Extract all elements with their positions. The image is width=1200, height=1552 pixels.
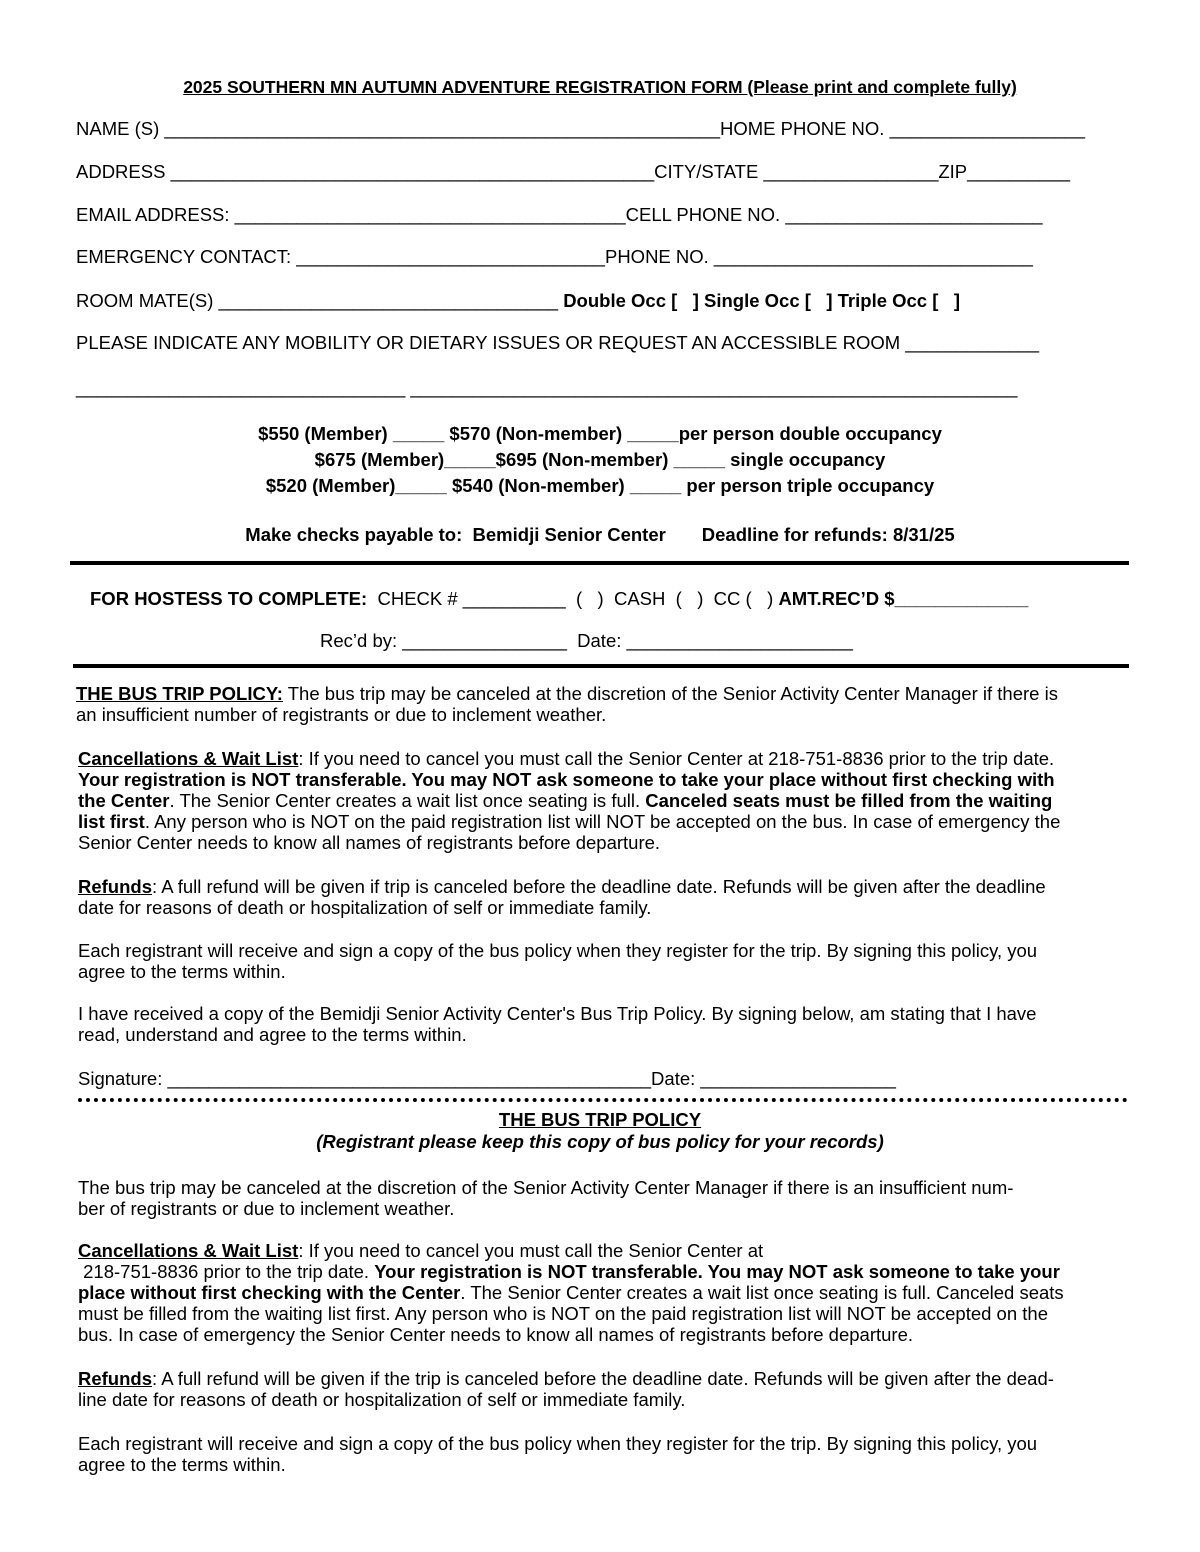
- policy2-heading: THE BUS TRIP POLICY: [498, 1109, 702, 1130]
- cut-line: [78, 1098, 1128, 1102]
- amount-received-field[interactable]: AMT.REC’D $_____________: [778, 588, 1029, 609]
- price-single: $675 (Member)_____$695 (Non-member) _____ single occupancy: [314, 449, 886, 470]
- policy1-heading: THE BUS TRIP POLICY:: [76, 683, 283, 704]
- mobility-extra-line[interactable]: ________________________________ ___________________________________________________________: [76, 377, 1018, 398]
- policy2-cancel-heading: Cancellations & Wait List: [78, 1240, 299, 1261]
- payment-options[interactable]: CHECK # __________ ( ) CASH ( ) CC ( ): [367, 588, 779, 609]
- roommate-row: [76, 290, 960, 312]
- price-triple: $520 (Member)_____ $540 (Non-member) _____ per person triple occupancy: [265, 475, 935, 496]
- policy1-cancellations: Cancellations & Wait List: If you need to cancel you must call the Senior Center at 218-751-8836 prior to the trip date. Your registration is NOT transferable. You may NOT ask someone to take your place without first checking with the Center. The Senior Center creates a wait list once seating is full. Canceled seats must be filled from the waiting list first. Any person who is NOT on the paid registration list will NOT be accepted on the bus. In case of emergency the Senior Center needs to know all names of registrants before departure.: [78, 748, 1061, 853]
- policy1-cancel-heading: Cancellations & Wait List: [78, 748, 299, 769]
- policy2-cancellations: Cancellations & Wait List: If you need to cancel you must call the Senior Center at 218-751-8836 prior to the trip date. Your registration is NOT transferable. You may NOT ask someone to take your place without first checking with the Center. The Senior Center creates a wait list once seating is full. Canceled seats must be filled from the waiting list first. Any person who is NOT on the paid registration list will NOT be accepted on the bus. In case of emergency the Senior Center needs to know all names of registrants before departure.: [78, 1240, 1064, 1345]
- policy1-acknowledgement: I have received a copy of the Bemidji Senior Activity Center's Bus Trip Policy. By signing below, am stating that I have read, understand and agree to the terms within.: [78, 1003, 1037, 1045]
- payable-deadline: Make checks payable to: Bemidji Senior Center Deadline for refunds: 8/31/25: [245, 524, 955, 545]
- policy1-intro: THE BUS TRIP POLICY: The bus trip may be canceled at the discretion of the Senior Activity Center Manager if there is an insufficient number of registrants or due to inclement weather.: [76, 683, 1058, 725]
- roommate-field[interactable]: ROOM MATE(S) _________________________________: [76, 290, 564, 311]
- email-cell-field[interactable]: EMAIL ADDRESS: ______________________________________CELL PHONE NO. _________________________: [76, 204, 1043, 225]
- mobility-field[interactable]: PLEASE INDICATE ANY MOBILITY OR DIETARY ISSUES OR REQUEST AN ACCESSIBLE ROOM _____________: [76, 332, 1040, 353]
- policy1-each-registrant: Each registrant will receive and sign a copy of the bus policy when they register for the trip. By signing this policy, you agree to the terms within.: [78, 940, 1038, 982]
- policy2-each-registrant: Each registrant will receive and sign a copy of the bus policy when they register for the trip. By signing this policy, you agree to the terms within.: [78, 1433, 1038, 1475]
- policy1-refunds: Refunds: A full refund will be given if trip is canceled before the deadline date. Refunds will be given after the deadline date for reasons of death or hospitalization of self or immediate family.: [78, 876, 1046, 918]
- divider-top: [70, 561, 1129, 565]
- policy2-refunds-heading: Refunds: [78, 1368, 152, 1389]
- hostess-row: [90, 588, 1028, 610]
- policy2-intro: The bus trip may be canceled at the discretion of the Senior Activity Center Manager if there is an insufficient num- ber of registrants or due to inclement weather.: [78, 1177, 1014, 1219]
- address-field[interactable]: ADDRESS _______________________________________________CITY/STATE _________________ZIP__________: [76, 161, 1071, 182]
- occupancy-checkboxes[interactable]: Double Occ [ ] Single Occ [ ] Triple Occ [ ]: [563, 290, 960, 311]
- divider-bottom: [73, 664, 1129, 668]
- received-by-field[interactable]: Rec’d by: ________________ Date: ______________________: [320, 630, 853, 651]
- policy1-refunds-heading: Refunds: [78, 876, 152, 897]
- price-double: $550 (Member) _____ $570 (Non-member) _____per person double occupancy: [258, 423, 942, 444]
- hostess-label: FOR HOSTESS TO COMPLETE:: [90, 588, 368, 609]
- form-title: 2025 SOUTHERN MN AUTUMN ADVENTURE REGISTRATION FORM (Please print and complete fully): [183, 77, 1017, 97]
- name-phone-field[interactable]: NAME (S) ______________________________________________________HOME PHONE NO. ___________________: [76, 118, 1086, 139]
- emergency-contact-field[interactable]: EMERGENCY CONTACT: ______________________________PHONE NO. _______________________________: [76, 246, 1033, 267]
- policy2-subheading: (Registrant please keep this copy of bus policy for your records): [316, 1131, 884, 1152]
- policy2-refunds: Refunds: A full refund will be given if the trip is canceled before the deadline date. Refunds will be given after the dead- line date for reasons of death or hospitalization of self or immediate family.: [78, 1368, 1054, 1410]
- signature-date-field[interactable]: Signature: _______________________________________________Date: ___________________: [78, 1068, 896, 1089]
